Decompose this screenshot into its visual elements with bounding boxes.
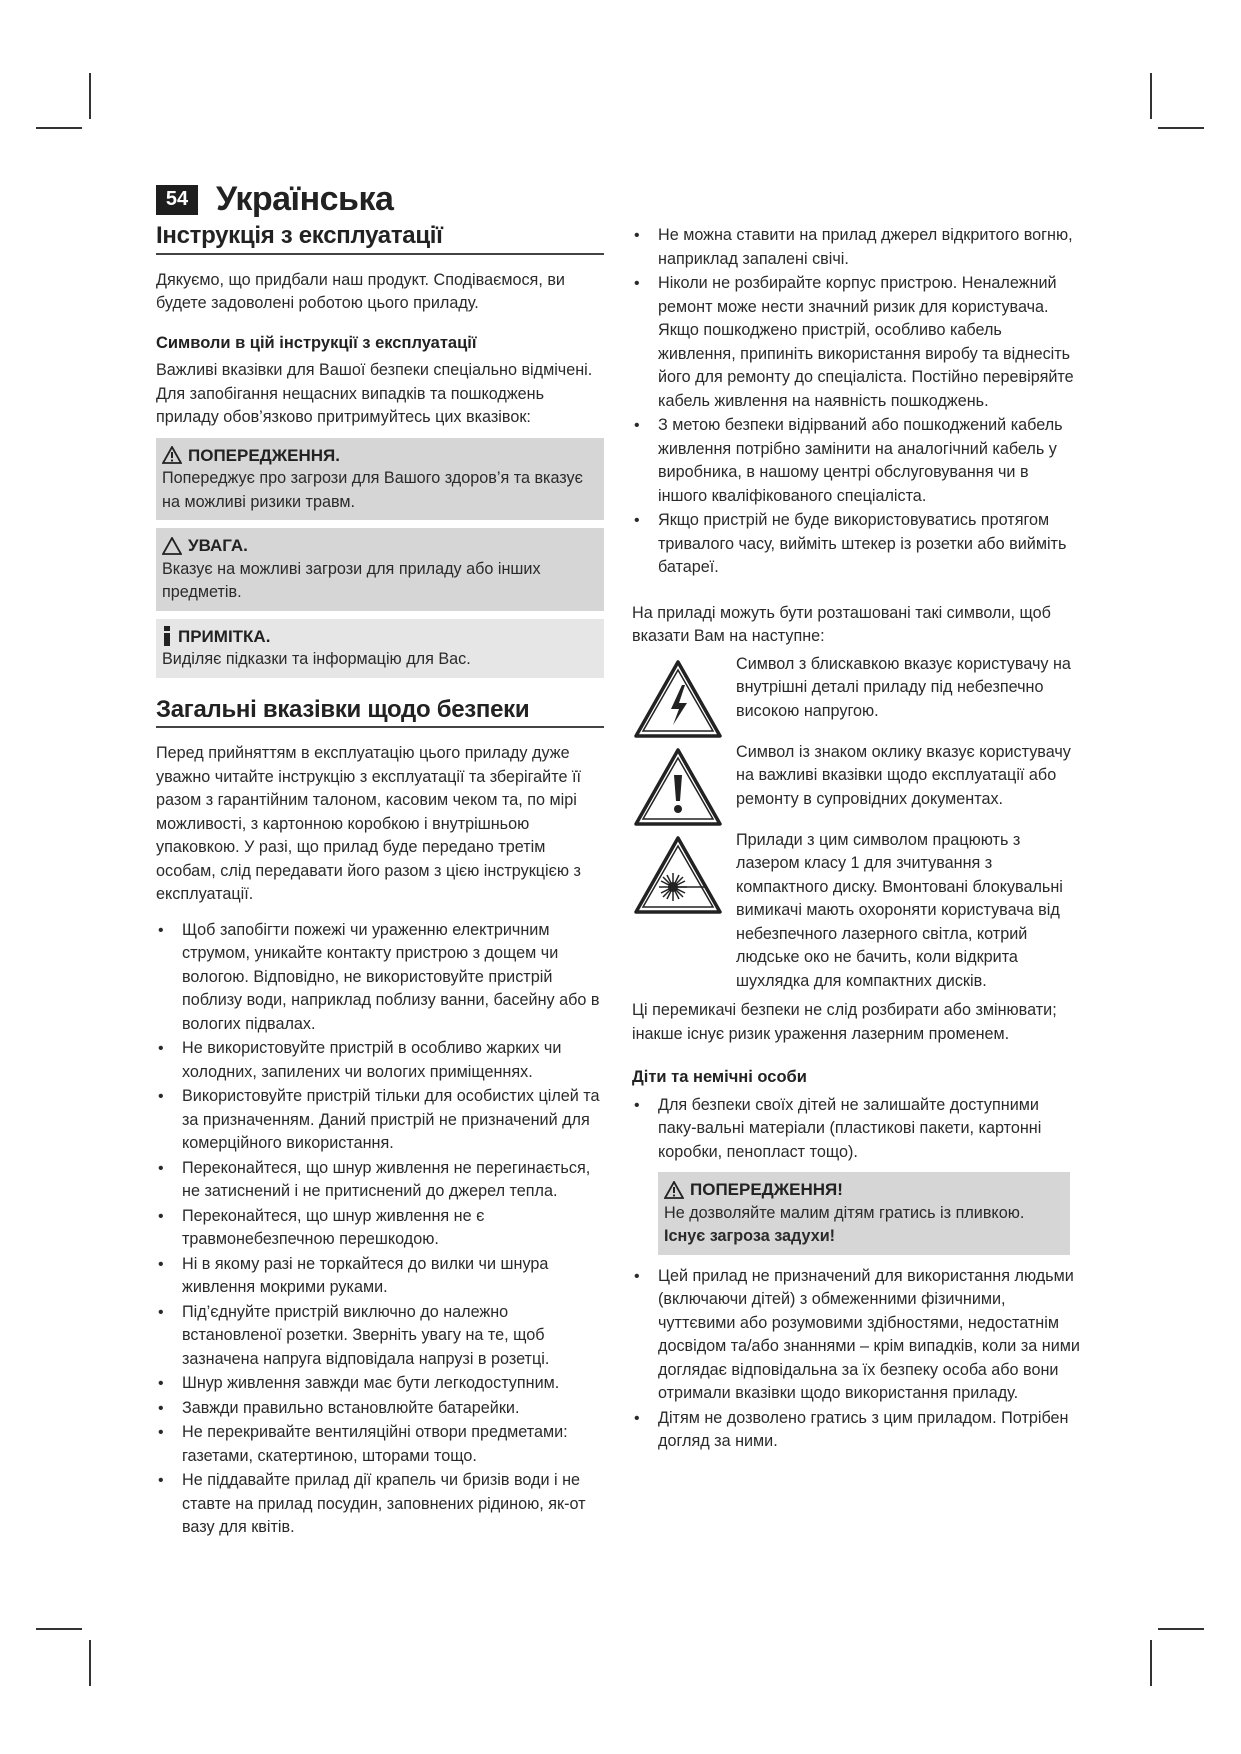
symbols-text: Важливі вказівки для Вашої безпеки спеціально відмічені. Для запобігання нещасних випадків та пошкоджень приладу обов’язково притримуйтесь цих вказівок: — [156, 361, 593, 426]
note-title: ПРИМІТКА. — [178, 626, 271, 646]
section-title: Інструкція з експлуатації — [156, 224, 604, 255]
list-item: • Ніколи не розбирайте корпус пристрою. Неналежний ремонт може нести значний ризик для користувача. Якщо пошкоджено пристрій, особливо кабель живлення, припиніть використання виробу та віднесіть його для ремонту до спеціаліста. Постійно перевіряйте кабель живлення на наявність пошкоджень. — [632, 272, 1080, 413]
crop-mark — [1150, 1640, 1152, 1686]
list-item: • Переконайтеся, що шнур живлення не перегинається, не затиснений і не притиснений до джерел тепла. — [156, 1157, 604, 1204]
list-item: • Не використовуйте пристрій в особливо жарких чи холодних, запилених чи вологих приміщеннях. — [156, 1037, 604, 1084]
info-icon — [162, 626, 172, 646]
symbol-row — [632, 741, 1080, 827]
page-header — [156, 180, 393, 219]
crop-mark — [36, 127, 82, 129]
children-bullet-list — [632, 1094, 1080, 1165]
safety-bullet-list — [156, 919, 604, 1540]
symbol-row — [632, 829, 1080, 994]
caution-box — [156, 528, 604, 611]
exclamation-warning-icon — [633, 747, 723, 827]
symbol-row — [632, 653, 1080, 739]
list-item: • Під’єднуйте пристрій виключно до належно встановленої розетки. Зверніть увагу на те, щоб зазначена напруга відповідала напрузі в розетці. — [156, 1301, 604, 1372]
list-item: • Шнур живлення завжди має бути легкодоступним. — [156, 1372, 604, 1396]
warning-title: ПОПЕРЕДЖЕННЯ. — [188, 445, 340, 465]
note-text: Виділяє підказки та інформацію для Вас. — [162, 650, 471, 668]
symbols-heading: Символи в цій інструкції з експлуатації — [156, 333, 477, 352]
laser-warning-icon — [633, 835, 723, 915]
caution-text: Вказує на можливі загрози для приладу або інших предметів. — [162, 559, 541, 601]
page-number: 54 — [156, 185, 198, 215]
safety-intro: Перед прийняттям в експлуатацію цього приладу дуже уважно читайте інструкцію з експлуатації та зберігайте її разом з гарантійним талоном, касовим чеком та, по мірі можливості, з картонною коробкою і внутрішньою упаковкою. У разі, що прилад буде передано третім особам, слід передавати його разом з цією інструкцією з експлуатації. — [156, 744, 581, 903]
safety-bullet-list-continued — [632, 224, 1080, 580]
crop-mark — [1158, 127, 1204, 129]
list-item: • Ні в якому разі не торкайтеся до вилки чи шнура живлення мокрими руками. — [156, 1253, 604, 1300]
list-item: • Щоб запобігти пожежі чи ураженню електричним струмом, уникайте контакту пристрою з дощем чи вологою. Відповідно, не використовуйте пристрій поблизу води, наприклад поблизу ванни, басейну або в вологих підвалах. — [156, 919, 604, 1037]
warning-triangle-icon — [162, 446, 182, 464]
symbol-description: Прилади з цим символом працюють з лазером класу 1 для зчитування з компактного диску. Вмонтовані блокувальні вимикачі мають охороняти користувача від небезпечного лазерного світла, котрий людське око не бачить, коли відкрита шухлядка для компактних дисків. — [736, 830, 1063, 990]
intro-text: Дякуємо, що придбали наш продукт. Сподіваємося, ви будете задоволені роботою цього приладу. — [156, 270, 565, 312]
children-warning-box — [658, 1172, 1070, 1255]
laser-note: Ці перемикачі безпеки не слід розбирати або змінювати; інакше існує ризик ураження лазерним променем. — [632, 1001, 1057, 1043]
list-item: • Не можна ставити на прилад джерел відкритого вогню, наприклад запалені свічі. — [632, 224, 1080, 271]
caution-triangle-icon — [162, 537, 182, 555]
warning-triangle-icon — [664, 1181, 684, 1199]
crop-mark — [89, 73, 91, 119]
list-item: • Якщо пристрій не буде використовуватись протягом тривалого часу, вийміть штекер із розетки або вийміть батареї. — [632, 509, 1080, 580]
crop-mark — [1150, 73, 1152, 119]
children-heading: Діти та немічні особи — [632, 1068, 807, 1086]
list-item: • Не перекривайте вентиляційні отвори предметами: газетами, скатертиною, шторами тощо. — [156, 1421, 604, 1468]
warning-text: Попереджує про загрози для Вашого здоров’я та вказує на можливі ризики травм. — [162, 469, 583, 511]
language-title: Українська — [216, 180, 394, 218]
crop-mark — [1158, 1628, 1204, 1630]
symbols-intro: На приладі можуть бути розташовані такі символи, щоб вказати Вам на наступне: — [632, 603, 1051, 645]
list-item: • Дітям не дозволено гратись з цим приладом. Потрібен догляд за ними. — [632, 1407, 1080, 1454]
crop-mark — [36, 1628, 82, 1630]
list-item: • Цей прилад не призначений для використання людьми (включаючи дітей) з обмеженними фізичними, чуттєвими або розумовими здібностями, недостатнім досвідом та/або знаннями – крім випадків, коли за ними доглядає відповідальна за їх безпеку особа або вони отримали вказівки щодо використання приладу. — [632, 1265, 1080, 1406]
right-column — [632, 224, 1080, 1455]
list-item: • Використовуйте пристрій тільки для особистих цілей та за призначенням. Даний пристрій не призначений для комерційного використання. — [156, 1085, 604, 1156]
note-box — [156, 619, 604, 678]
list-item: • Переконайтеся, що шнур живлення не є травмонебезпечною перешкодою. — [156, 1205, 604, 1252]
symbol-description: Символ з блискавкою вказує користувачу на внутрішні деталі приладу під небезпечно високою напругою. — [736, 654, 1071, 720]
warning-text: Не дозволяйте малим дітям гратись із пливкою. — [664, 1203, 1025, 1222]
list-item: • Не піддавайте прилад дії крапель чи бризів води і не ставте на прилад посудин, заповнених рідиною, як-от вазу для квітів. — [156, 1469, 604, 1540]
symbol-description: Символ із знаком оклику вказує користувачу на важливі вказівки щодо експлуатації або ремонту в супровідних документах. — [736, 742, 1071, 808]
children-bullet-list-2 — [632, 1265, 1080, 1454]
list-item: • Завжди правильно встановлюйте батарейки. — [156, 1397, 604, 1421]
safety-title: Загальні вказівки щодо безпеки — [156, 698, 604, 729]
warning-bold-text: Існує загроза задухи! — [664, 1227, 836, 1245]
left-column — [156, 224, 604, 1541]
warning-title: ПОПЕРЕДЖЕННЯ! — [690, 1180, 843, 1199]
list-item: • З метою безпеки відірваний або пошкоджений кабель живлення потрібно замінити на аналогічний кабель у виробника, в нашому центрі обслуговування чи в іншого кваліфікованого спеціаліста. — [632, 414, 1080, 508]
lightning-warning-icon — [633, 659, 723, 739]
caution-title: УВАГА. — [188, 536, 248, 555]
list-item: • Для безпеки своїх дітей не залишайте доступними паку-вальні матеріали (пластикові пакети, картонні коробки, пенопласт тощо). — [632, 1094, 1080, 1165]
warning-box — [156, 438, 604, 521]
crop-mark — [89, 1640, 91, 1686]
